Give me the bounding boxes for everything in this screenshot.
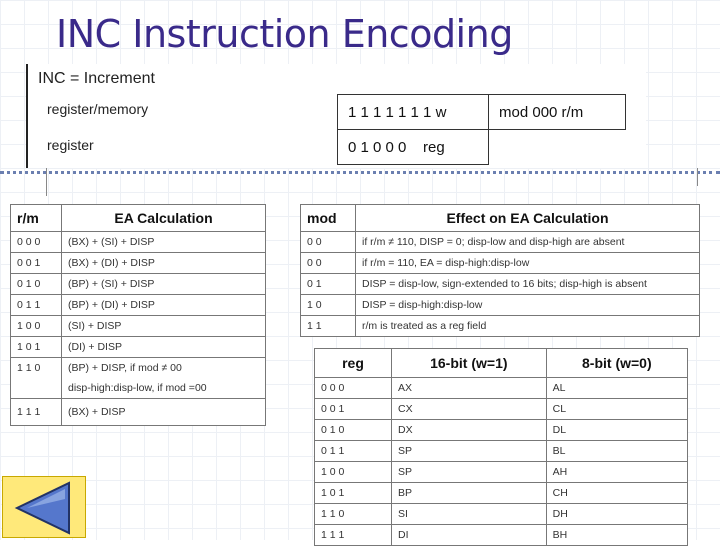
reg-code: 1 1 0 bbox=[315, 504, 392, 525]
rm-table bbox=[10, 204, 266, 426]
form-label-register-memory: register/memory bbox=[47, 101, 149, 117]
reg-table bbox=[314, 348, 688, 546]
table-row bbox=[11, 399, 266, 426]
table-row bbox=[315, 378, 688, 399]
encoding-boxes bbox=[337, 94, 626, 165]
operand-reg bbox=[489, 130, 626, 165]
rm-header-row bbox=[11, 205, 266, 232]
reg-16bit: SP bbox=[392, 441, 547, 462]
rm-ea: (DI) + DISP bbox=[62, 337, 266, 358]
rm-ea: (BP) + (DI) + DISP bbox=[62, 295, 266, 316]
rm-code: 0 1 0 bbox=[11, 274, 62, 295]
mod-table bbox=[300, 204, 700, 337]
reg-16bit: DX bbox=[392, 420, 547, 441]
reg-header-8bit: 8-bit (w=0) bbox=[546, 349, 687, 378]
reg-header-row bbox=[315, 349, 688, 378]
reg-code: 0 0 0 bbox=[315, 378, 392, 399]
rm-ea: (SI) + DISP bbox=[62, 316, 266, 337]
reg-8bit: DL bbox=[546, 420, 687, 441]
table-row bbox=[301, 316, 700, 337]
table-row bbox=[11, 253, 266, 274]
table-row bbox=[301, 253, 700, 274]
rm-code: 0 0 1 bbox=[11, 253, 62, 274]
rm-ea: (BX) + DISP bbox=[62, 399, 266, 426]
mod-code: 0 0 bbox=[301, 253, 356, 274]
encoding-row-reg bbox=[338, 130, 626, 165]
reg-8bit: AH bbox=[546, 462, 687, 483]
left-triangle-icon bbox=[13, 481, 75, 535]
reg-code: 0 1 0 bbox=[315, 420, 392, 441]
mod-effect: r/m is treated as a reg field bbox=[356, 316, 700, 337]
reg-16bit: SP bbox=[392, 462, 547, 483]
reg-8bit: CL bbox=[546, 399, 687, 420]
reg-code: 0 0 1 bbox=[315, 399, 392, 420]
mod-header-effect: Effect on EA Calculation bbox=[356, 205, 700, 232]
encoding-row-regmem bbox=[338, 95, 626, 130]
table-row bbox=[11, 358, 266, 379]
mod-header-mod: mod bbox=[301, 205, 356, 232]
reg-16bit: AX bbox=[392, 378, 547, 399]
rm-ea: (BP) + (SI) + DISP bbox=[62, 274, 266, 295]
rm-header-ea: EA Calculation bbox=[62, 205, 266, 232]
table-row bbox=[11, 316, 266, 337]
table-row bbox=[11, 274, 266, 295]
reg-8bit: AL bbox=[546, 378, 687, 399]
table-row bbox=[315, 399, 688, 420]
table-row bbox=[11, 378, 266, 399]
reg-header-16bit: 16-bit (w=1) bbox=[392, 349, 547, 378]
mod-effect: if r/m ≠ 110, DISP = 0; disp-low and disp-high are absent bbox=[356, 232, 700, 253]
reg-8bit: DH bbox=[546, 504, 687, 525]
operand-regmem: mod 000 r/m bbox=[489, 95, 626, 130]
mod-effect: DISP = disp-high:disp-low bbox=[356, 295, 700, 316]
rm-code: 1 0 0 bbox=[11, 316, 62, 337]
left-bracket-line bbox=[26, 64, 28, 168]
dotted-divider bbox=[0, 171, 720, 174]
divider-tick-right bbox=[697, 168, 698, 186]
form-label-register: register bbox=[47, 137, 94, 153]
reg-code: 1 0 0 bbox=[315, 462, 392, 483]
mod-code: 1 0 bbox=[301, 295, 356, 316]
rm-code: 1 0 1 bbox=[11, 337, 62, 358]
slide-title: INC Instruction Encoding bbox=[56, 12, 513, 56]
back-button[interactable] bbox=[2, 476, 86, 538]
reg-code: 0 1 1 bbox=[315, 441, 392, 462]
rm-code: 0 0 0 bbox=[11, 232, 62, 253]
reg-16bit: BP bbox=[392, 483, 547, 504]
mod-header-row bbox=[301, 205, 700, 232]
reg-8bit: BL bbox=[546, 441, 687, 462]
divider-tick-left bbox=[46, 168, 47, 196]
table-row bbox=[315, 441, 688, 462]
rm-code: 0 1 1 bbox=[11, 295, 62, 316]
mod-code: 0 1 bbox=[301, 274, 356, 295]
table-row bbox=[315, 420, 688, 441]
rm-code bbox=[11, 378, 62, 399]
inc-definition: INC = Increment bbox=[38, 70, 155, 87]
reg-code: 1 0 1 bbox=[315, 483, 392, 504]
table-row bbox=[301, 274, 700, 295]
reg-16bit: DI bbox=[392, 525, 547, 546]
rm-ea: (BX) + (SI) + DISP bbox=[62, 232, 266, 253]
opcode-reg: 0 1 0 0 0 reg bbox=[338, 130, 489, 165]
table-row bbox=[301, 295, 700, 316]
rm-ea: (BP) + DISP, if mod ≠ 00 bbox=[62, 358, 266, 379]
rm-header-rm: r/m bbox=[11, 205, 62, 232]
mod-effect: if r/m = 110, EA = disp-high:disp-low bbox=[356, 253, 700, 274]
table-row bbox=[315, 462, 688, 483]
mod-code: 0 0 bbox=[301, 232, 356, 253]
table-row bbox=[315, 504, 688, 525]
rm-ea: disp-high:disp-low, if mod =00 bbox=[62, 378, 266, 399]
reg-16bit: CX bbox=[392, 399, 547, 420]
table-row bbox=[11, 295, 266, 316]
rm-code: 1 1 1 bbox=[11, 399, 62, 426]
mod-effect: DISP = disp-low, sign-extended to 16 bits; disp-high is absent bbox=[356, 274, 700, 295]
table-row bbox=[301, 232, 700, 253]
opcode-regmem: 1 1 1 1 1 1 1 w bbox=[338, 95, 489, 130]
table-row bbox=[315, 483, 688, 504]
reg-header-reg: reg bbox=[315, 349, 392, 378]
table-row bbox=[315, 525, 688, 546]
reg-8bit: BH bbox=[546, 525, 687, 546]
rm-ea: (BX) + (DI) + DISP bbox=[62, 253, 266, 274]
table-row bbox=[11, 337, 266, 358]
table-row bbox=[11, 232, 266, 253]
rm-code: 1 1 0 bbox=[11, 358, 62, 379]
reg-16bit: SI bbox=[392, 504, 547, 525]
reg-8bit: CH bbox=[546, 483, 687, 504]
mod-code: 1 1 bbox=[301, 316, 356, 337]
reg-code: 1 1 1 bbox=[315, 525, 392, 546]
